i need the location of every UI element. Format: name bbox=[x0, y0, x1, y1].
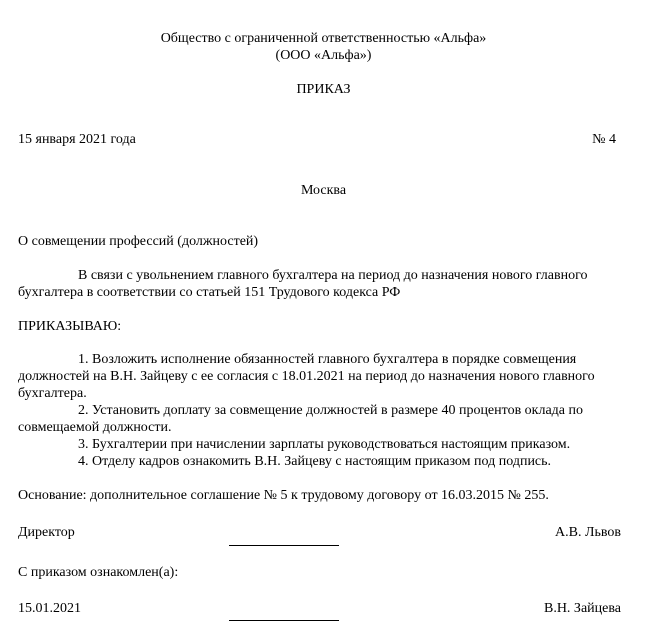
order-item-4: 4. Отделу кадров ознакомить В.Н. Зайцеву с настоящим приказом под подпись. bbox=[78, 454, 552, 469]
document-date: 15 января 2021 года bbox=[18, 132, 136, 147]
acknowledgement-date: 15.01.2021 bbox=[18, 601, 81, 616]
basis-line: Основание: дополнительное соглашение № 5 к трудовому договору от 16.03.2015 № 255. bbox=[18, 488, 549, 503]
document-subject: О совмещении профессий (должностей) bbox=[18, 234, 259, 249]
org-full-name: Общество с ограниченной ответственностью «Альфа» bbox=[160, 31, 487, 46]
signature-name: А.В. Львов bbox=[555, 525, 621, 540]
acknowledgement-signature-line bbox=[229, 620, 339, 621]
acknowledgement-label: С приказом ознакомлен(а): bbox=[18, 565, 179, 580]
document-type: ПРИКАЗ bbox=[296, 82, 351, 97]
document-city: Москва bbox=[300, 183, 347, 198]
preamble: В связи с увольнением главного бухгалтера на период до назначения нового главного бухгалтера в соответствии со статьей 151 Трудового кодекса РФ bbox=[18, 268, 588, 300]
acknowledgement-name: В.Н. Зайцева bbox=[543, 601, 621, 616]
signature-position: Директор bbox=[18, 525, 75, 540]
signature-line bbox=[229, 545, 339, 546]
document-number: № 4 bbox=[592, 132, 616, 147]
order-item-1: 1. Возложить исполнение обязанностей главного бухгалтера в порядке совмещения должностей на В.Н. Зайцеву с ее согласия с 18.01.2021 на период до назначения нового главного бухгалтера. bbox=[18, 352, 595, 401]
org-short-name: (ООО «Альфа») bbox=[275, 48, 372, 63]
order-item-3: 3. Бухгалтерии при начислении зарплаты руководствоваться настоящим приказом. bbox=[78, 437, 571, 452]
order-item-2: 2. Установить доплату за совмещение должностей в размере 40 процентов оклада по совмещаемой должности. bbox=[18, 403, 584, 435]
order-word: ПРИКАЗЫВАЮ: bbox=[18, 319, 122, 334]
